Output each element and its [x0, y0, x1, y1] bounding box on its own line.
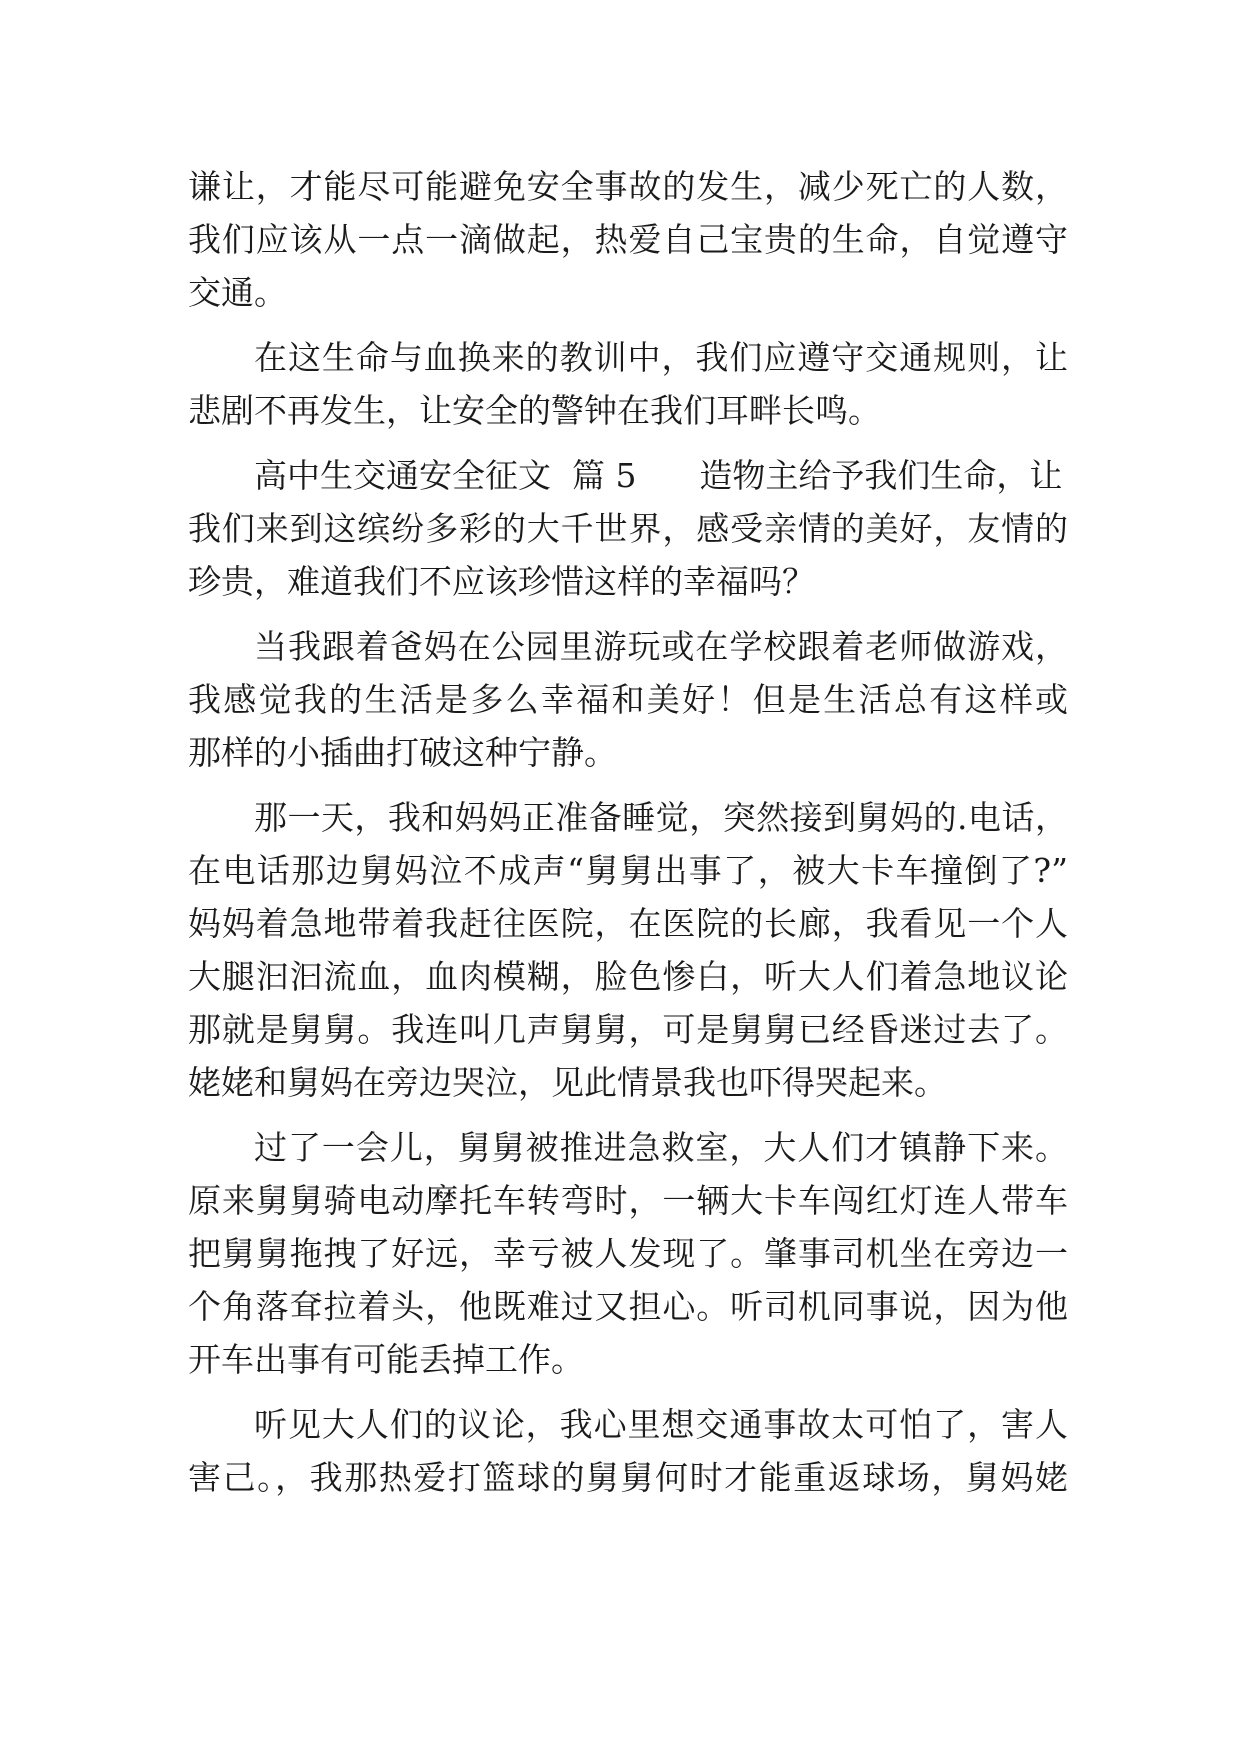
text-line: 个角落耷拉着头，他既难过又担心。听司机同事说，因为他 [188, 1287, 1068, 1326]
paragraph-gap [188, 437, 1068, 449]
text-line: 谦让，才能尽可能避免安全事故的发生，减少死亡的人数， [188, 167, 1068, 206]
essay-body [188, 160, 1068, 1504]
paragraph [188, 331, 1068, 437]
text-line: 交通。 [188, 273, 287, 312]
paragraph [188, 1121, 1068, 1386]
paragraph-gap [188, 319, 1068, 331]
text-line: 大腿汩汩流血，血肉模糊，脸色惨白，听大人们着急地议论 [188, 957, 1068, 996]
text-line: 在电话那边舅妈泣不成声“舅舅出事了，被大卡车撞倒了?” [188, 851, 1068, 890]
text-line: 珍贵，难道我们不应该珍惜这样的幸福吗？ [188, 562, 815, 601]
text-line: 妈妈着急地带着我赶往医院，在医院的长廊，我看见一个人 [188, 904, 1068, 943]
section-heading-line: 高中生交通安全征文 篇 5 造物主给予我们生命，让 [254, 456, 1063, 495]
paragraph [188, 160, 1068, 319]
text-line: 在这生命与血换来的教训中，我们应遵守交通规则，让 [254, 338, 1068, 377]
text-line: 那一天，我和妈妈正准备睡觉，突然接到舅妈的.电话， [254, 798, 1068, 837]
text-line: 过了一会儿，舅舅被推进急救室，大人们才镇静下来。 [254, 1128, 1068, 1167]
paragraph [188, 791, 1068, 1109]
text-line: 我们来到这缤纷多彩的大千世界，感受亲情的美好，友情的 [188, 509, 1068, 548]
paragraph [188, 620, 1068, 779]
paragraph-gap [188, 608, 1068, 620]
text-line: 悲剧不再发生，让安全的警钟在我们耳畔长鸣。 [188, 391, 881, 430]
text-line: 当我跟着爸妈在公园里游玩或在学校跟着老师做游戏， [254, 627, 1068, 666]
text-line: 那就是舅舅。我连叫几声舅舅，可是舅舅已经昏迷过去了。 [188, 1010, 1068, 1049]
text-line: 那样的小插曲打破这种宁静。 [188, 733, 617, 772]
paragraph-gap [188, 1109, 1068, 1121]
text-line: 听见大人们的议论，我心里想交通事故太可怕了，害人 [254, 1405, 1068, 1444]
paragraph-gap [188, 1386, 1068, 1398]
text-line: 我们应该从一点一滴做起，热爱自己宝贵的生命，自觉遵守 [188, 220, 1068, 259]
text-line: 开车出事有可能丢掉工作。 [188, 1340, 584, 1379]
text-line: 原来舅舅骑电动摩托车转弯时，一辆大卡车闯红灯连人带车 [188, 1181, 1068, 1220]
paragraph-gap [188, 779, 1068, 791]
paragraph [188, 449, 1068, 608]
text-line: 把舅舅拖拽了好远，幸亏被人发现了。肇事司机坐在旁边一 [188, 1234, 1068, 1273]
text-line: 我感觉我的生活是多么幸福和美好！但是生活总有这样或 [188, 680, 1068, 719]
paragraph [188, 1398, 1068, 1504]
text-line: 害己。，我那热爱打篮球的舅舅何时才能重返球场，舅妈姥 [188, 1458, 1068, 1497]
text-line: 姥姥和舅妈在旁边哭泣，见此情景我也吓得哭起来。 [188, 1063, 947, 1102]
